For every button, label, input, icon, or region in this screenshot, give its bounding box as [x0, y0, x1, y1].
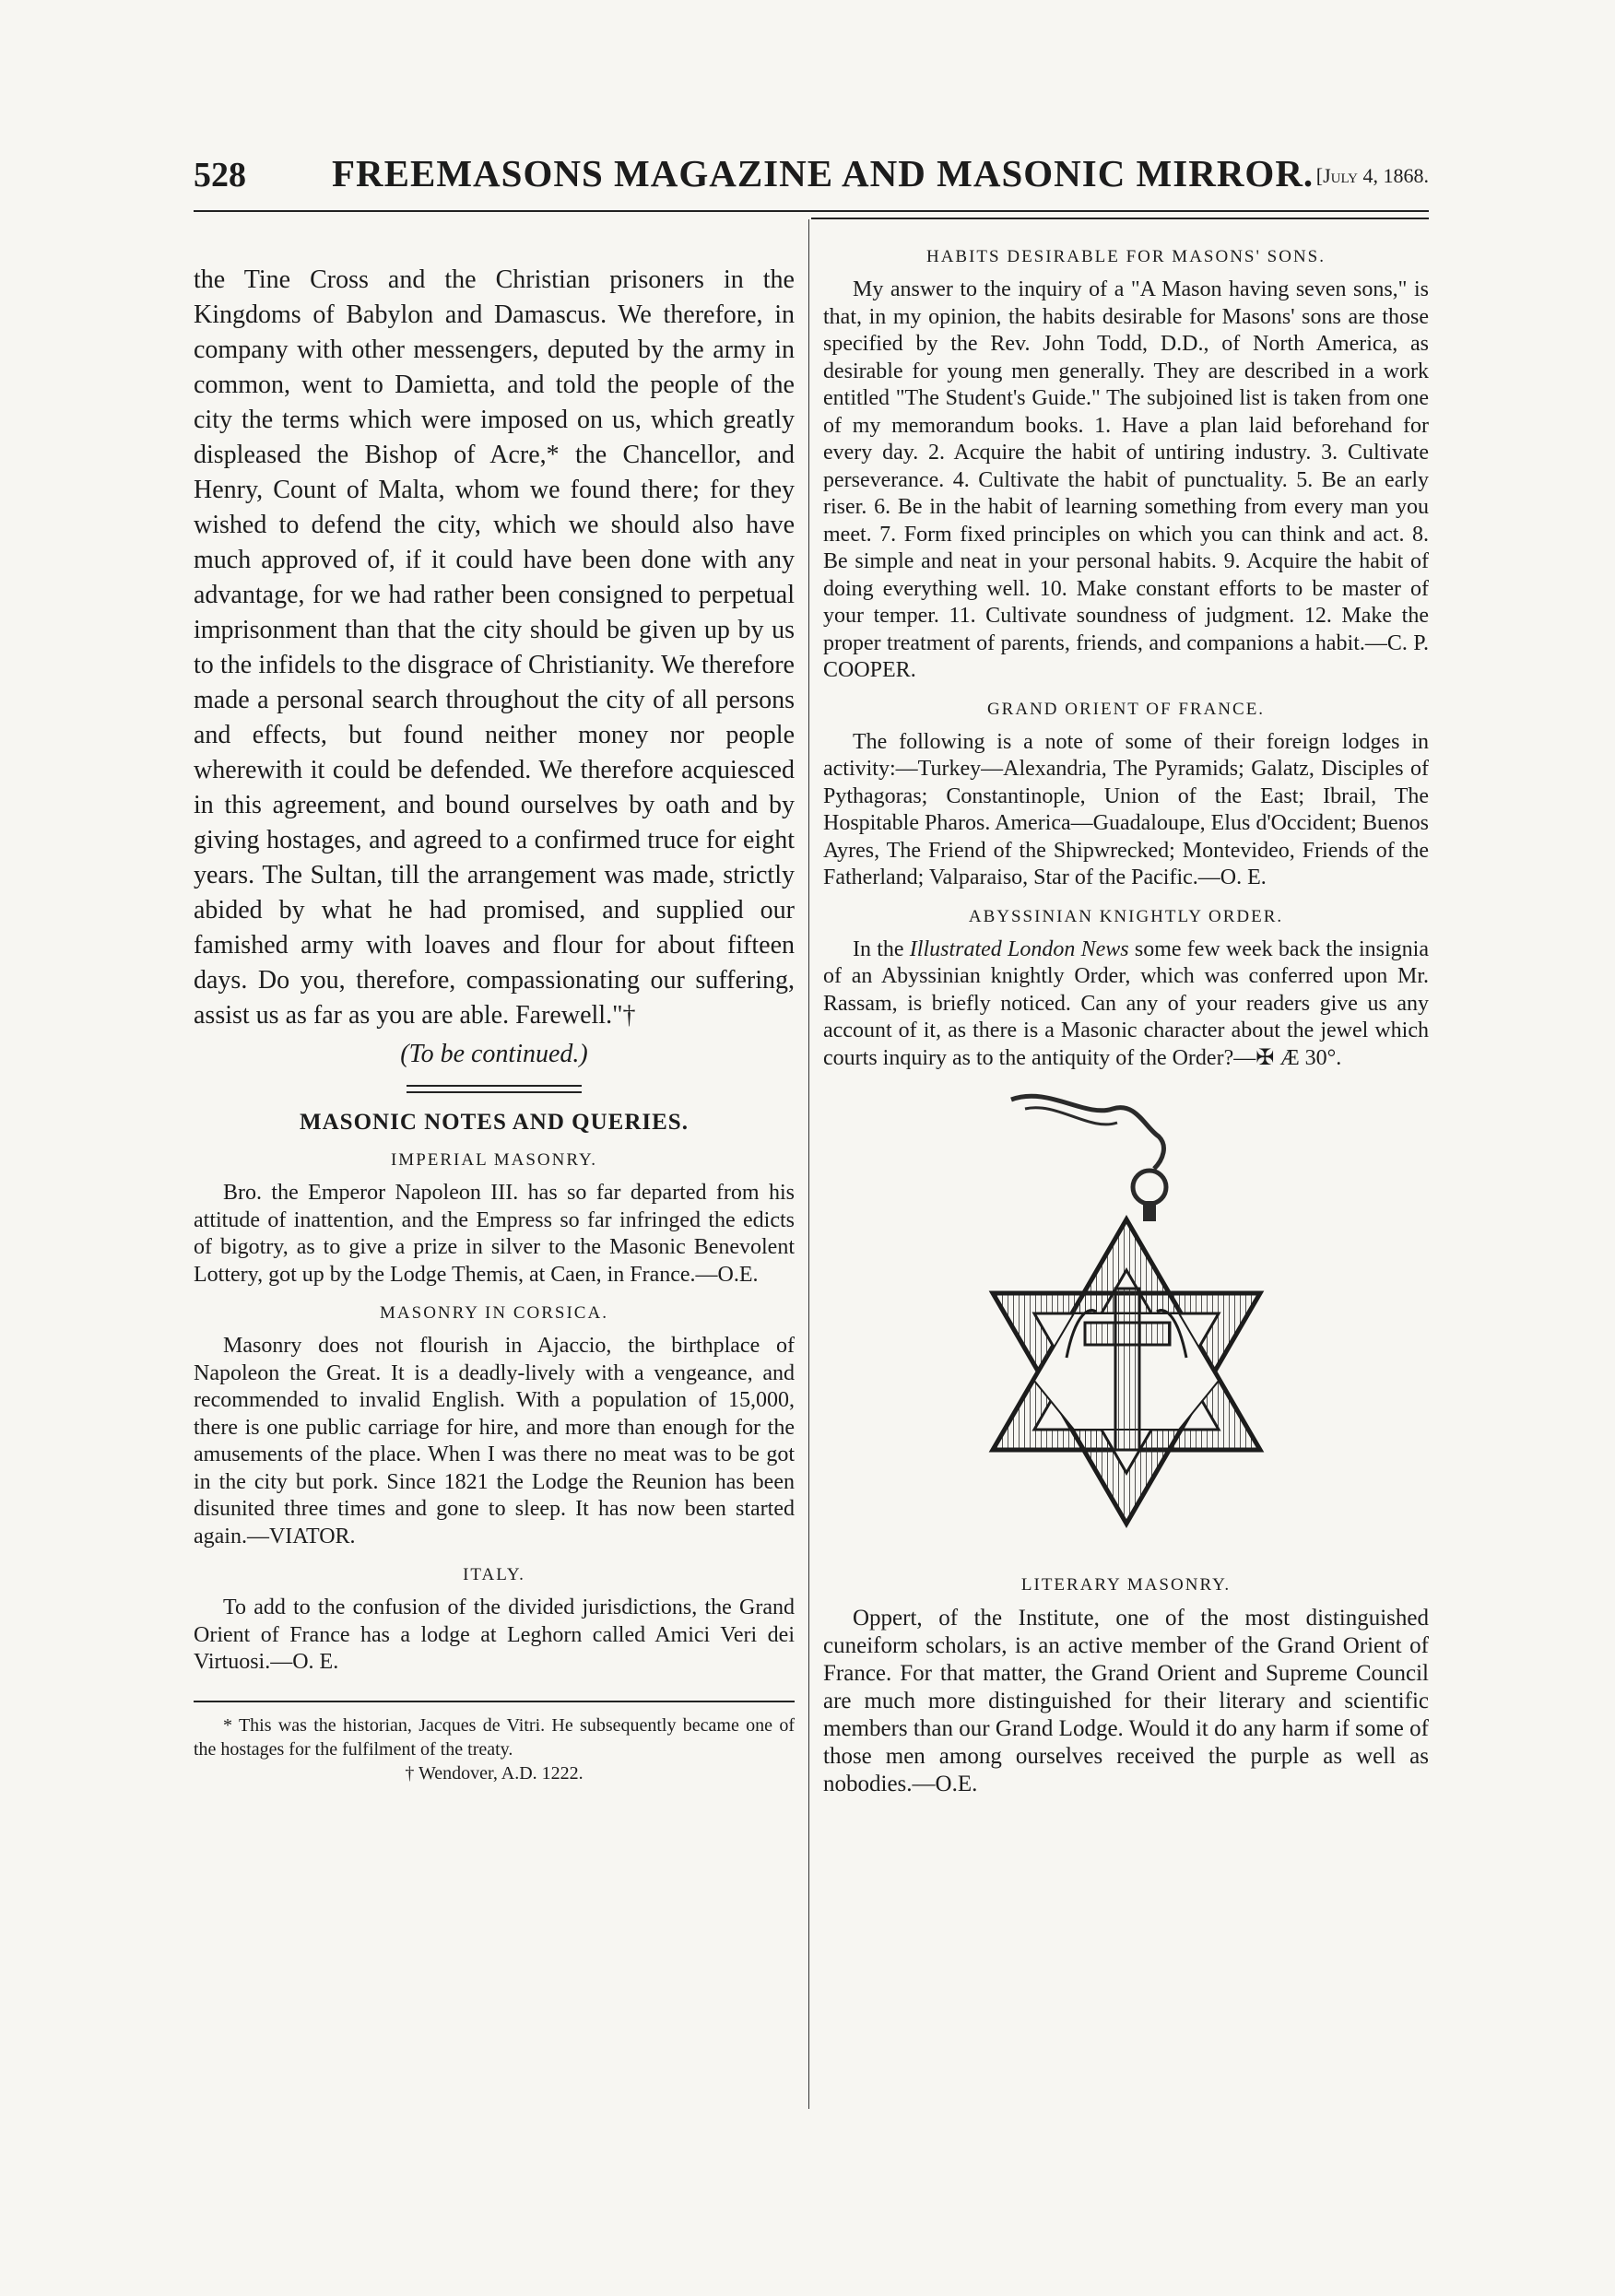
right-column — [823, 229, 1429, 1798]
to-be-continued: (To be continued.) — [400, 1040, 588, 1068]
letter-continuation: the Tine Cross and the Christian prisoners in the Kingdoms of Babylon and Damascus. We therefore, in company with other messengers, deputed by the army in common, went to Damietta, and told the people of the city the terms which were imposed on us, which greatly displeased the Bishop of Acre,* the Chancellor, and Henry, Count of Malta, whom we found there; for they wished to defend the city, which we should also have much approved of, if it could have been done with any advantage, for we had rather been consigned to perpetual imprisonment than that the city should be given up by us to the infidels to the disgrace of Christianity. We therefore made a personal search throughout the city of all persons and effects, but found neither money nor people wherewith it could be defended. We therefore acquiesced in this agreement, and bound ourselves by oath and by giving hostages, and agreed to a confirmed truce for eight years. The Sultan, till the arrangement was made, strictly abided by what he had promised, and supplied our famished army with loaves and flour for about fifteen days. Do you, therefore, compassionating our suffering, assist us as far as you are able. Farewell."† — [194, 265, 795, 1030]
corsica-heading: MASONRY IN CORSICA. — [380, 1303, 608, 1323]
corsica-text: Masonry does not flourish in Ajaccio, the birthplace of Napoleon the Great. It is a deadly-lively with a vengeance, and recommended to invalid English. With a population of 15,000, there is one public carriage for hire, and more than enough for the amusements of the place. When I was there no meat was to be got in the city but pork. Since 1821 the Lodge the Reunion has been disunited three times and gone to sleep. It has now been started again.—VIATOR. — [194, 1334, 795, 1548]
footnote-rule — [194, 1701, 795, 1702]
habits-heading: HABITS DESIRABLE FOR MASONS' SONS. — [925, 247, 1326, 266]
abyssinian-text-after: some few week back the insignia of an Abyssinian knightly Order, which was conferred upon Mr. Rassam, is briefly noticed. Can any of your readers give us any account of it, as there is a Masonic character about the jewel which courts inquiry as to the antiquity of the Order?—✠ Æ 30°. — [823, 936, 1429, 1070]
page-number: 528 — [194, 156, 246, 194]
grand-orient-heading: GRAND ORIENT OF FRANCE. — [986, 699, 1266, 719]
running-title: FREEMASONS MAGAZINE AND MASONIC MIRROR. — [332, 152, 1314, 194]
header-rule-secondary — [811, 218, 1429, 219]
italy-text: To add to the confusion of the divided jurisdictions, the Grand Orient of France has a lodge at Leghorn called Amici Veri dei Virtuosi.—O. E. — [194, 1595, 795, 1674]
abyssinian-heading: ABYSSINIAN KNIGHTLY ORDER. — [968, 906, 1284, 926]
page-header — [194, 147, 1429, 203]
section-separator — [407, 1085, 582, 1093]
section-title: MASONIC NOTES AND QUERIES. — [300, 1110, 689, 1135]
imperial-masonry-heading: IMPERIAL MASONRY. — [390, 1150, 598, 1170]
italy-heading: ITALY. — [463, 1565, 525, 1584]
left-column — [194, 263, 795, 1785]
footnote-1: * This was the historian, Jacques de Vitri. He subsequently became one of the hostages for the fulfilment of the treaty. — [194, 1714, 795, 1760]
literary-heading: LITERARY MASONRY. — [1020, 1575, 1232, 1595]
abyssinian-text-before: In the — [853, 936, 910, 961]
footnote-2: † Wendover, A.D. 1222. — [405, 1762, 584, 1784]
publication-title: Illustrated London News — [909, 936, 1129, 961]
header-rule — [194, 210, 1429, 212]
literary-text: Oppert, of the Institute, one of the most distinguished cuneiform scholars, is an active member of the Grand Orient of France. For that matter, the Grand Orient and Supreme Council are much more distinguished for their literary and scientific members than our Grand Lodge. Would it do any harm if some of those men among ourselves received the purple as well as nobodies.—O.E. — [823, 1606, 1429, 1796]
star-of-david-jewel-icon — [974, 1081, 1279, 1560]
issue-date: [July 4, 1868. — [1315, 164, 1429, 187]
imperial-masonry-text: Bro. the Emperor Napoleon III. has so far departed from his attitude of inattention, and the Empress so far infringed the edicts of bigotry, as to give a prize in silver to the Masonic Benevolent Lottery, got up by the Lodge Themis, at Caen, in France.—O.E. — [194, 1181, 795, 1287]
habits-text: My answer to the inquiry of a "A Mason having seven sons," is that, in my opinion, the habits desirable for Masons' sons are those specified by the Rev. John Todd, D.D., of North America, as desirable for young men generally. They are described in a work entitled "The Student's Guide." The subjoined list is taken from one of my memorandum books. 1. Have a plan laid beforehand for every day. 2. Acquire the habit of untiring industry. 3. Cultivate perseverance. 4. Cultivate the habit of punctuality. 5. Be an early riser. 6. Be in the habit of learning something from every man you meet. 7. Form fixed principles on which you can think and act. 8. Be simple and neat in your personal habits. 9. Acquire the habit of doing everything well. 10. Make constant efforts to be master of your temper. 11. Cultivate soundness of judgment. 12. Make the proper treatment of parents, friends, and companions a habit.—C. P. COOPER. — [823, 277, 1429, 682]
grand-orient-text: The following is a note of some of their foreign lodges in activity:—Turkey—Alexandria, The Pyramids; Galatz, Disciples of Pythagoras; Constantinople, Union of the East; Ibrail, The Hospitable Pharos. America—Guadaloupe, Elus d'Occident; Buenos Ayres, The Friend of the Shipwrecked; Montevideo, Friends of the Fatherland; Valparaiso, Star of the Pacific.—O. E. — [823, 729, 1429, 889]
column-divider — [808, 219, 809, 2109]
abyssinian-text — [823, 936, 1429, 1073]
